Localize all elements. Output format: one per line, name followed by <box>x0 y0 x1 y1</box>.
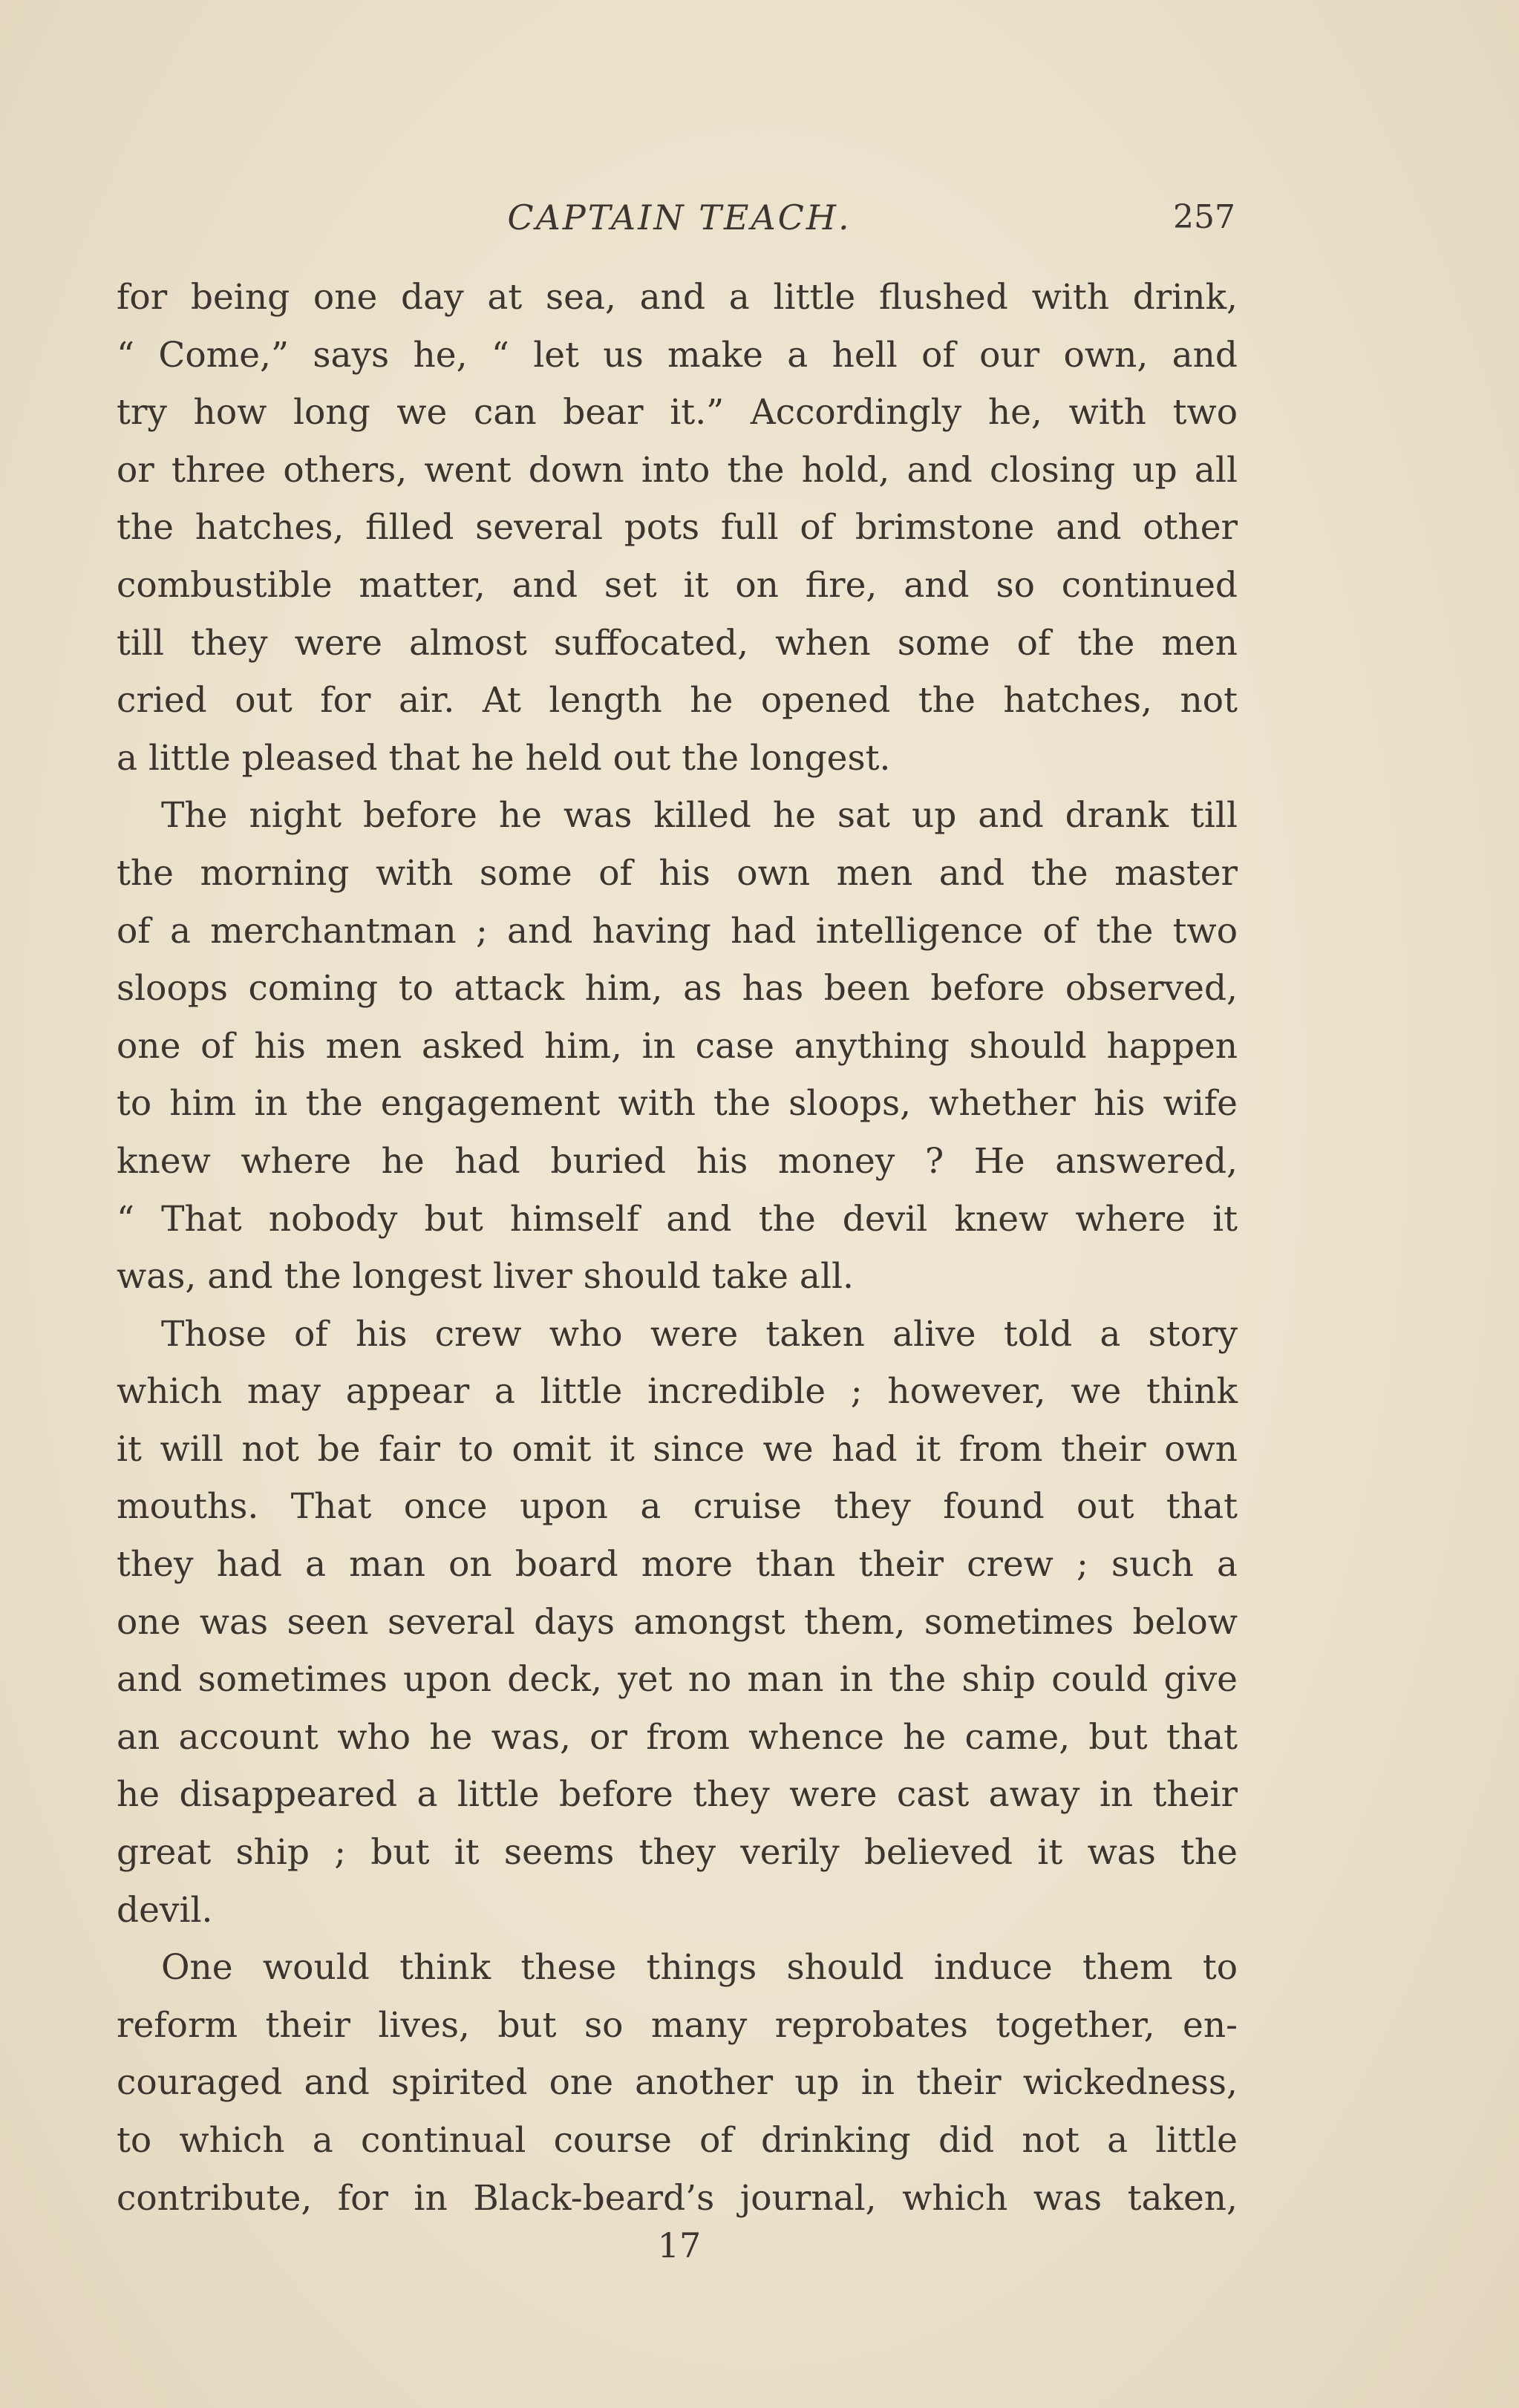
text-line: he disappeared a little before they were cast away in their <box>117 1774 1238 1816</box>
text-line: combustible matter, and set it on fire, and so continued <box>117 564 1238 606</box>
text-line: it will not be fair to omit it since we had it from their own <box>117 1428 1238 1470</box>
signature-mark: 17 <box>657 2225 702 2265</box>
text-line: try how long we can bear it.” Accordingly he, with two <box>117 392 1238 433</box>
text-line: to him in the engagement with the sloops, whether his wife <box>117 1083 1238 1125</box>
page-header <box>0 192 1519 243</box>
text-line: cried out for air. At length he opened the hatches, not <box>117 680 1238 722</box>
text-line: till they were almost suffocated, when some of the men <box>117 622 1238 664</box>
text-line: mouths. That once upon a cruise they found out that <box>117 1486 1238 1528</box>
text-line: One would think these things should induce them to <box>161 1947 1238 1989</box>
text-line: for being one day at sea, and a little flushed with drink, <box>117 277 1238 318</box>
body-text <box>117 269 1238 2227</box>
text-line: one of his men asked him, in case anything should happen <box>117 1025 1238 1067</box>
text-line: reform their lives, but so many reprobates together, en- <box>117 2004 1238 2046</box>
text-line: an account who he was, or from whence he came, but that <box>117 1716 1238 1758</box>
paragraph-4 <box>117 1939 1238 2227</box>
text-line: of a merchantman ; and having had intelligence of the two <box>117 910 1238 952</box>
page-number: 257 <box>1173 198 1235 236</box>
text-line: they had a man on board more than their crew ; such a <box>117 1544 1238 1586</box>
text-line: the morning with some of his own men and the master <box>117 852 1238 894</box>
running-head: CAPTAIN TEACH. <box>507 197 852 238</box>
text-line: the hatches, filled several pots full of brimstone and other <box>117 507 1238 549</box>
text-line: one was seen several days amongst them, sometimes below <box>117 1601 1238 1643</box>
paragraph-2 <box>117 787 1238 1305</box>
text-line: couraged and spirited one another up in their wickedness, <box>117 2062 1238 2104</box>
paragraph-1 <box>117 269 1238 787</box>
text-line: devil. <box>117 1889 213 1931</box>
text-line: Those of his crew who were taken alive told a story <box>161 1313 1238 1355</box>
text-line: contribute, for in Black-beard’s journal, which was taken, <box>117 2177 1238 2219</box>
paragraph-3 <box>117 1306 1238 1940</box>
text-line: which may appear a little incredible ; however, we think <box>117 1371 1238 1413</box>
text-line: “ Come,” says he, “ let us make a hell of our own, and <box>117 334 1238 376</box>
text-line: “ That nobody but himself and the devil knew where it <box>117 1198 1238 1240</box>
text-line: was, and the longest liver should take all. <box>117 1256 854 1298</box>
text-line: knew where he had buried his money ? He answered, <box>117 1140 1238 1182</box>
text-line: and sometimes upon deck, yet no man in the ship could give <box>117 1659 1238 1701</box>
text-line: sloops coming to attack him, as has been before observed, <box>117 968 1238 1010</box>
text-line: great ship ; but it seems they verily believed it was the <box>117 1832 1238 1874</box>
text-line: The night before he was killed he sat up and drank till <box>161 795 1238 837</box>
text-line: or three others, went down into the hold, and closing up all <box>117 449 1238 491</box>
text-line: a little pleased that he held out the longest. <box>117 737 891 779</box>
text-line: to which a continual course of drinking did not a little <box>117 2120 1238 2161</box>
